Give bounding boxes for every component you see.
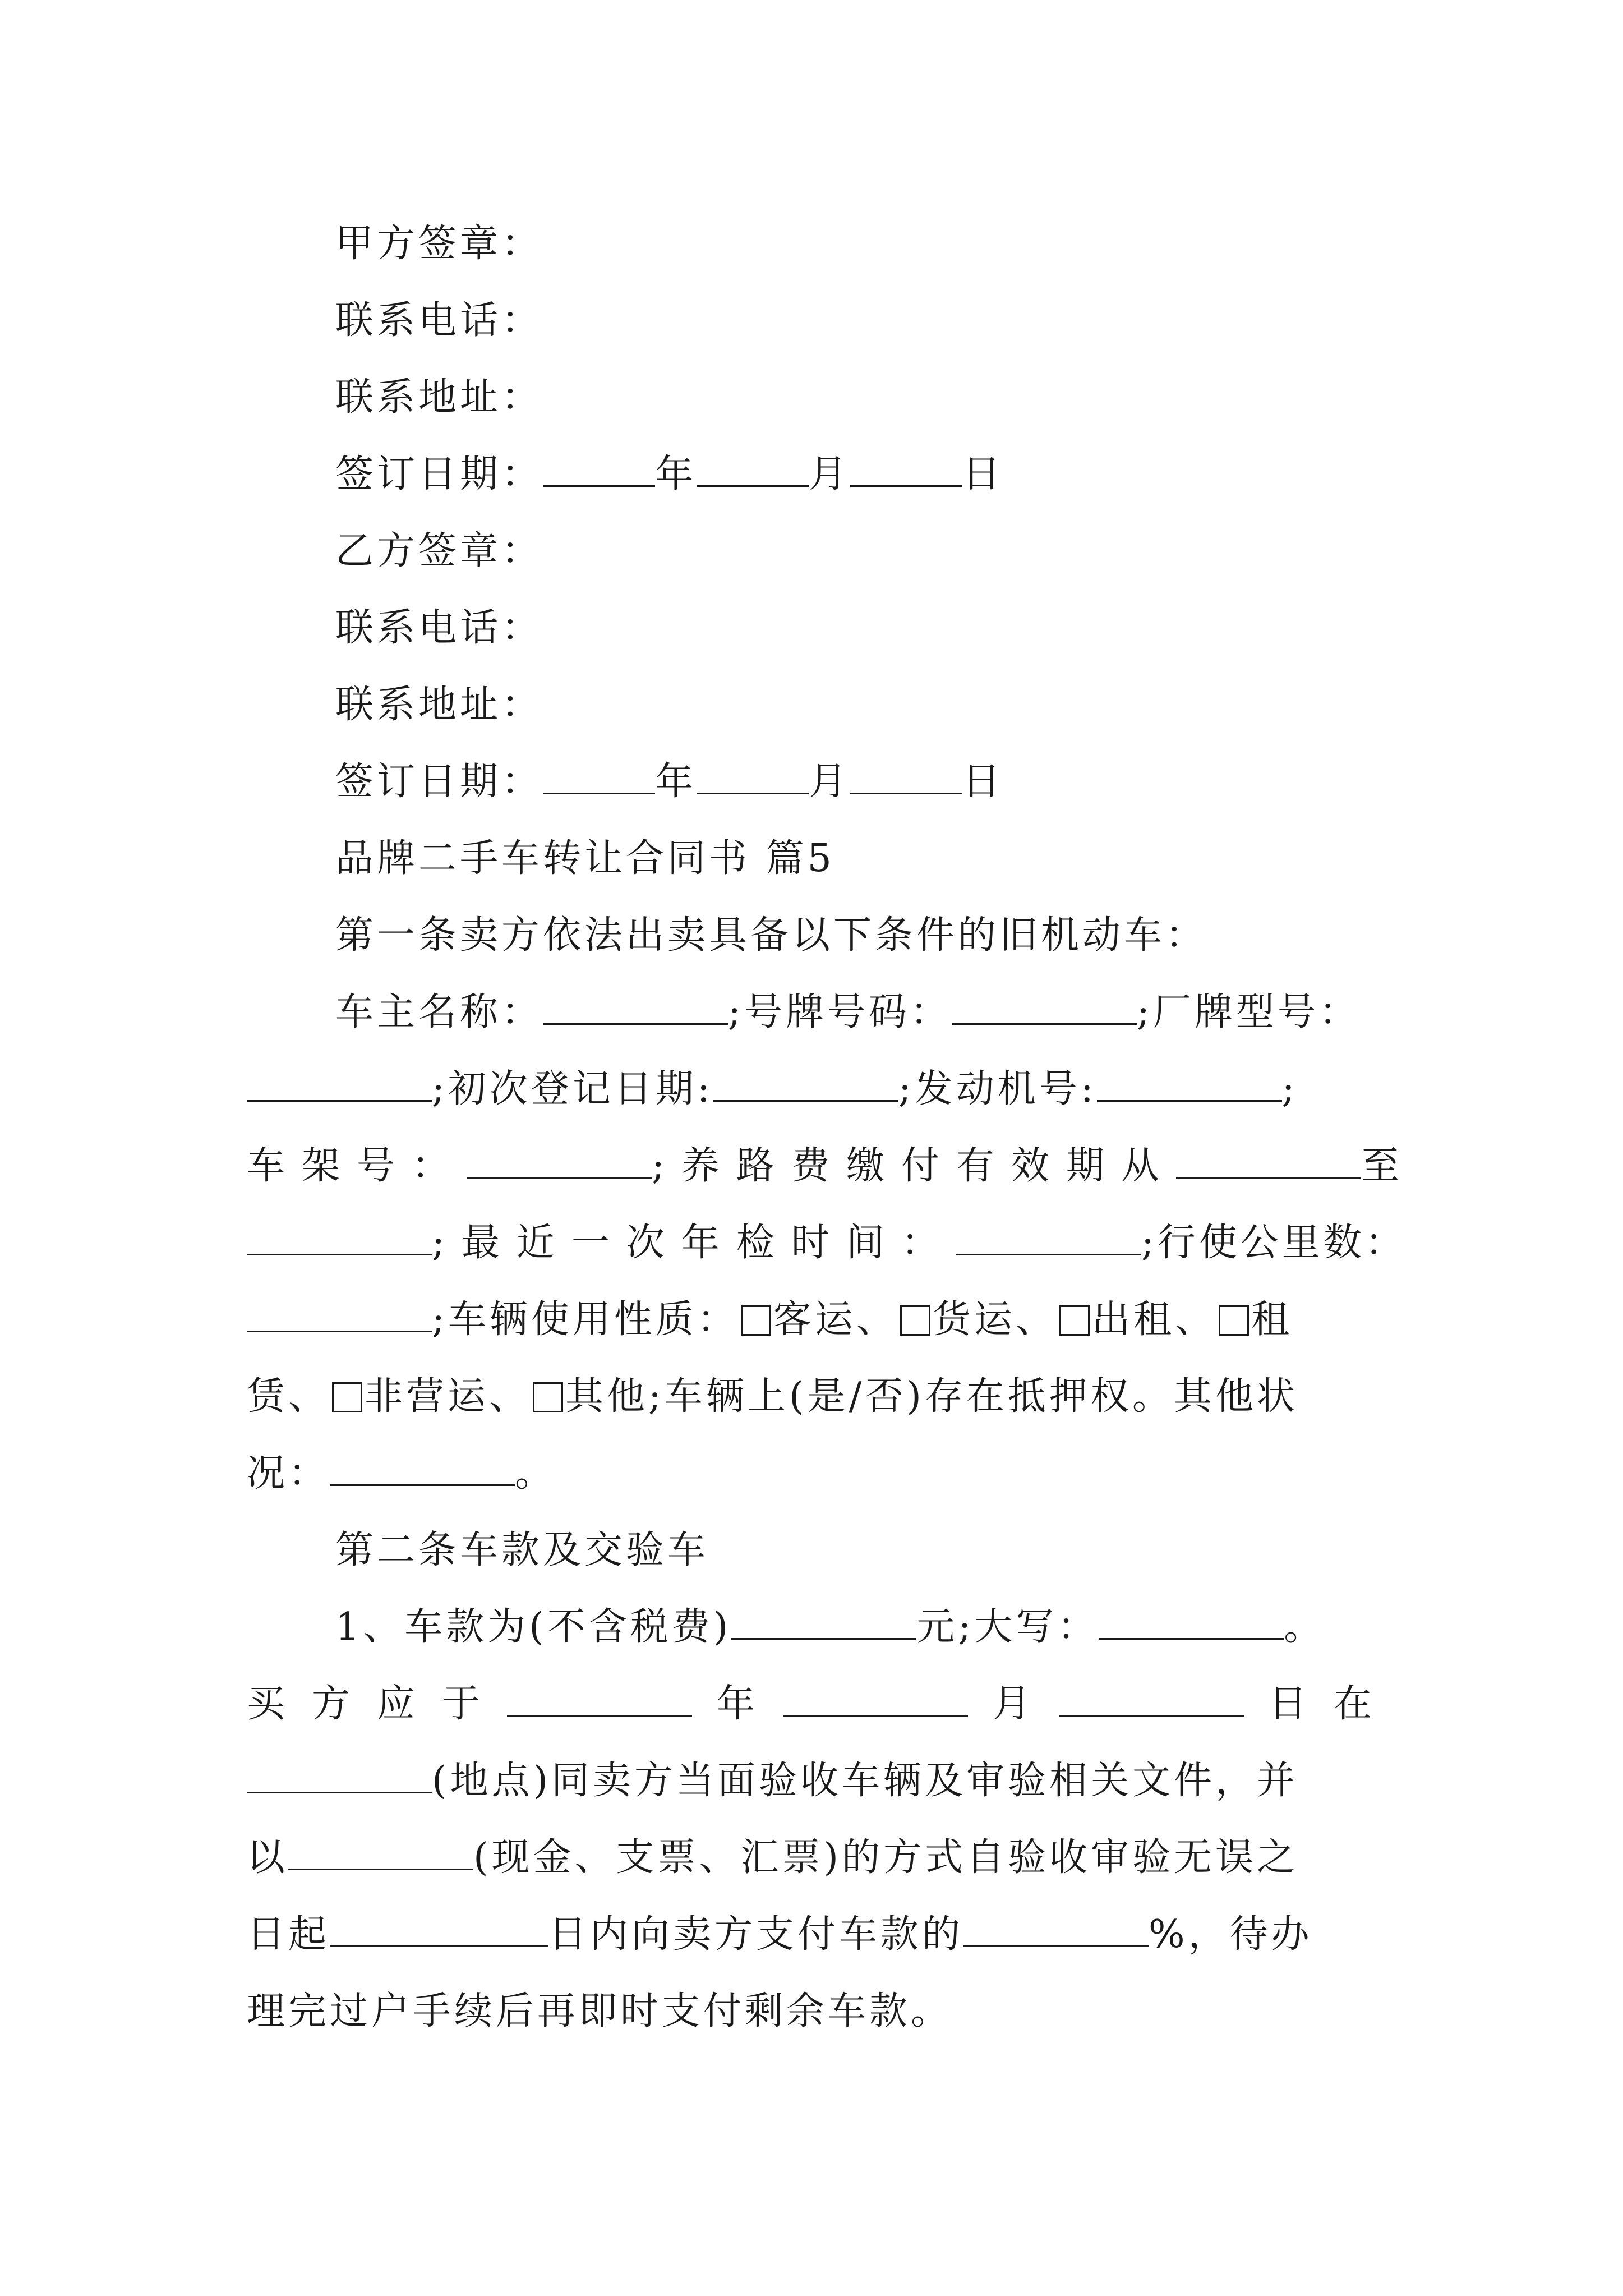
- blank-percent: [963, 1911, 1149, 1947]
- mileage-label: ;行使公里数：: [1141, 1221, 1407, 1265]
- party-a-address-label: 联系地址：: [335, 375, 543, 420]
- month-label: 月: [993, 1682, 1035, 1726]
- party-a-date-label: 签订日期：: [335, 452, 543, 496]
- party-b-date: [335, 754, 1004, 810]
- opt-freight: 货运、: [932, 1297, 1057, 1342]
- party-a-date: [335, 447, 1004, 503]
- other-status-label: 况：: [247, 1451, 330, 1496]
- blank-reg-date: [713, 1065, 898, 1102]
- section-title: [335, 831, 835, 887]
- blank-day: [850, 450, 962, 487]
- article2-line3: [247, 1753, 1298, 1809]
- blank-day: [1059, 1680, 1244, 1717]
- payment-method-text: (现金、支票、汇票)的方式自验收审验无误之: [473, 1835, 1299, 1880]
- usage-label: ;车辆使用性质：: [432, 1297, 739, 1342]
- article1-title-text: 第一条卖方依法出卖具备以下条件的旧机动车：: [335, 913, 1207, 958]
- party-b-address: [335, 677, 543, 733]
- engine-label: ;发动机号:: [898, 1067, 1097, 1111]
- article2-line2: [247, 1676, 1399, 1732]
- month-label: 月: [809, 452, 851, 496]
- article1-line6: [247, 1369, 1298, 1425]
- article1-line7: [247, 1446, 556, 1502]
- article2-line5: [247, 1907, 1313, 1963]
- from-day-label: 日起: [247, 1912, 330, 1957]
- party-b-address-label: 联系地址：: [335, 683, 543, 727]
- period: 。: [1284, 1605, 1326, 1649]
- article1-line4: [247, 1215, 1407, 1271]
- article1-line3: [247, 1138, 1403, 1194]
- period: 。: [515, 1451, 557, 1496]
- blank-year: [543, 450, 655, 487]
- opt-other: 其他;车辆上(是/否)存在抵押权。其他状: [565, 1374, 1298, 1419]
- checkbox-rent[interactable]: [1059, 1305, 1090, 1336]
- opt-passenger: 客运、: [773, 1297, 898, 1342]
- blank-vin: [467, 1142, 652, 1179]
- owner-label: 车主名称：: [335, 990, 543, 1034]
- opt-lease-cont: 赁、: [247, 1374, 330, 1419]
- plate-label: ;号牌号码：: [728, 990, 952, 1034]
- article1-line2: [247, 1061, 1298, 1117]
- blank-days: [330, 1911, 548, 1947]
- blank-year: [543, 758, 655, 794]
- percent-text: %，待办: [1149, 1912, 1313, 1957]
- year-label: 年: [717, 1682, 759, 1726]
- blank-inspection: [956, 1219, 1141, 1255]
- buyer-should-label: 买方应于: [247, 1682, 508, 1726]
- reg-date-label: ;初次登记日期:: [432, 1067, 713, 1111]
- article2-title-text: 第二条车款及交验车: [335, 1528, 709, 1572]
- blank-mileage: [247, 1296, 432, 1332]
- party-a-phone-label: 联系电话：: [335, 298, 543, 343]
- blank-plate: [952, 988, 1137, 1025]
- semicolon: ;: [1281, 1067, 1298, 1111]
- to-label: 至: [1361, 1144, 1403, 1188]
- article2-line6: [247, 1984, 952, 2040]
- article1-line5: [247, 1292, 1293, 1348]
- article2-line4: [247, 1830, 1298, 1886]
- blank-month: [783, 1680, 968, 1717]
- party-b-sign-label: 乙方签章：: [335, 529, 543, 573]
- party-b-phone: [335, 600, 543, 656]
- checkbox-freight[interactable]: [900, 1305, 930, 1336]
- checkbox-nonop[interactable]: [332, 1382, 362, 1412]
- party-a-sign-label: 甲方签章：: [335, 222, 543, 266]
- vin-label: 车架号：: [247, 1144, 467, 1188]
- blank-road-fee-to: [247, 1219, 432, 1255]
- opt-nonop: 非营运、: [365, 1374, 531, 1419]
- article2-line1: [335, 1599, 1325, 1655]
- day-label: 日: [962, 452, 1004, 496]
- blank-engine: [1097, 1065, 1282, 1102]
- blank-month: [697, 758, 809, 794]
- party-a-address: [335, 370, 543, 426]
- blank-road-fee-from: [1176, 1142, 1361, 1179]
- day-at-label: 日在: [1269, 1682, 1399, 1726]
- remaining-payment-text: 理完过户手续后再即时支付剩余车款。: [247, 1989, 953, 2033]
- blank-location: [247, 1757, 432, 1793]
- blank-owner: [543, 988, 728, 1025]
- price-label: 1、车款为(不含税费): [335, 1605, 732, 1649]
- blank-other-status: [330, 1450, 515, 1486]
- road-fee-label: ;养路费缴付有效期从: [652, 1144, 1176, 1188]
- party-b-sign: [335, 523, 543, 579]
- blank-year: [507, 1680, 692, 1717]
- party-b-date-label: 签订日期：: [335, 760, 543, 804]
- model-label: ;厂牌型号：: [1136, 990, 1361, 1034]
- opt-lease: 租: [1251, 1297, 1293, 1342]
- section-title-text: 品牌二手车转让合同书 篇5: [335, 836, 835, 881]
- year-label: 年: [655, 760, 697, 804]
- article2-title: [335, 1522, 709, 1579]
- price-words-label: 元;大写：: [916, 1605, 1099, 1649]
- article1-line1: [335, 984, 1361, 1041]
- location-text: (地点)同卖方当面验收车辆及审验相关文件，并: [432, 1759, 1299, 1803]
- checkbox-lease[interactable]: [1219, 1305, 1249, 1336]
- party-a-sign: [335, 216, 543, 272]
- blank-price-words: [1099, 1603, 1284, 1640]
- year-label: 年: [655, 452, 697, 496]
- blank-price: [731, 1603, 916, 1640]
- opt-rent: 出租、: [1091, 1297, 1216, 1342]
- by-label: 以: [247, 1835, 289, 1880]
- checkbox-other[interactable]: [533, 1382, 563, 1412]
- pay-within-text: 日内向卖方支付车款的: [548, 1912, 964, 1957]
- party-a-phone: [335, 293, 543, 349]
- month-label: 月: [809, 760, 851, 804]
- checkbox-passenger[interactable]: [741, 1305, 771, 1336]
- blank-model: [247, 1065, 432, 1102]
- blank-day: [850, 758, 962, 794]
- article1-title: [335, 908, 1207, 964]
- inspection-label: ;最近一次年检时间：: [432, 1221, 956, 1265]
- party-b-phone-label: 联系电话：: [335, 606, 543, 650]
- blank-payment-method: [288, 1834, 473, 1870]
- blank-month: [697, 450, 809, 487]
- day-label: 日: [962, 760, 1004, 804]
